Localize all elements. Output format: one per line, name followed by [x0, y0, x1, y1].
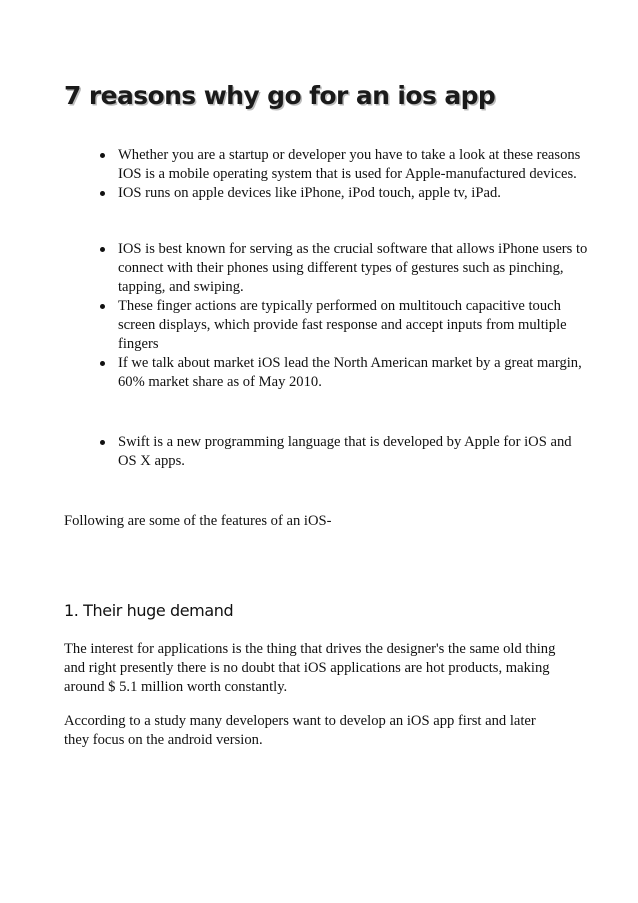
- list-item-text: Swift is a new programming language that is developed by Apple for iOS and OS X apps.: [118, 434, 572, 469]
- list-item-text: IOS is best known for serving as the crucial software that allows iPhone users to connect with their phones using different types of gestures such as pinching, tapping, and swiping.: [118, 241, 588, 295]
- section-paragraph: The interest for applications is the thing that drives the designer's the same old thing and right presently there is no doubt that iOS applications are hot products, making around $ 5.1 million worth constantly.: [64, 641, 556, 695]
- bullet-icon: [100, 191, 105, 196]
- bullet-list-3: [118, 433, 588, 471]
- bullet-icon: [100, 440, 105, 445]
- section-heading: 1. Their huge demand: [64, 601, 234, 620]
- list-item-text: These finger actions are typically performed on multitouch capacitive touch screen displays, which provide fast response and accept inputs from multiple fingers: [118, 298, 567, 352]
- bullet-icon: [100, 361, 105, 366]
- features-intro: Following are some of the features of an iOS-: [64, 513, 332, 529]
- list-item: [118, 240, 588, 297]
- list-item-text: If we talk about market iOS lead the North American market by a great margin, 60% market share as of May 2010.: [118, 355, 582, 390]
- bullet-icon: [100, 304, 105, 309]
- list-item-text: Whether you are a startup or developer you have to take a look at these reasons IOS is a mobile operating system that is used for Apple-manufactured devices.: [118, 147, 581, 182]
- bullet-list-1: [118, 146, 588, 203]
- list-item-text: IOS runs on apple devices like iPhone, iPod touch, apple tv, iPad.: [118, 185, 501, 201]
- bullet-icon: [100, 153, 105, 158]
- list-item: [118, 433, 588, 471]
- list-item: [118, 184, 588, 203]
- bullet-icon: [100, 247, 105, 252]
- section-paragraph: According to a study many developers want to develop an iOS app first and later they focus on the android version.: [64, 713, 536, 748]
- bullet-list-2: [118, 240, 588, 392]
- list-item: [118, 297, 588, 354]
- list-item: [118, 354, 588, 392]
- page-title: 7 reasons why go for an ios app: [64, 81, 496, 110]
- list-item: [118, 146, 588, 184]
